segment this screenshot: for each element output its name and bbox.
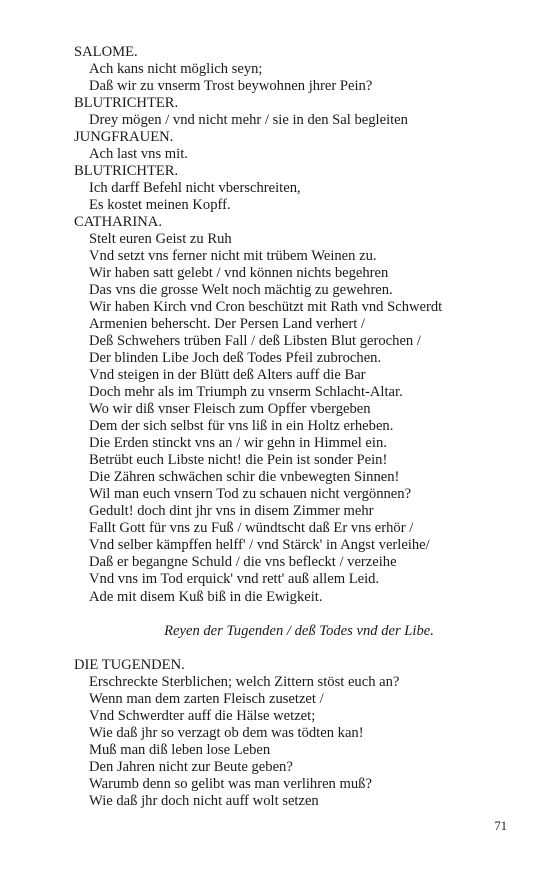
verse-line: Dem der sich selbst für vns liß in ein Holtz erheben. (89, 418, 394, 435)
verse-line: Daß wir zu vnserm Trost beywohnen jhrer Pein? (89, 78, 373, 95)
page-text (74, 44, 514, 810)
verse-line: Vnd steigen in der Blütt deß Alters auff die Bar (89, 367, 366, 384)
verse-line: Ich darff Befehl nicht vberschreiten, (89, 180, 301, 197)
verse-line: Fallt Gott für vns zu Fuß / wündtscht daß Er vns erhör / (89, 520, 414, 537)
section-heading: Reyen der Tugenden / deß Todes vnd der Libe. (164, 622, 434, 639)
verse-line: Vnd Schwerdter auff die Hälse wetzet; (89, 707, 316, 724)
verse-line: Betrübt euch Libste nicht! die Pein ist sonder Pein! (89, 452, 388, 469)
verse-line: Gedult! doch dint jhr vns in disem Zimmer mehr (89, 503, 374, 520)
blank-line (74, 606, 514, 623)
verse-line: Wo wir diß vnser Fleisch zum Opffer vbergeben (89, 401, 371, 418)
verse-line: Ach last vns mit. (89, 146, 188, 163)
verse-line: Ade mit disem Kuß biß in die Ewigkeit. (89, 588, 323, 605)
verse-line: Stelt euren Geist zu Ruh (89, 231, 232, 248)
verse-line: Drey mögen / vnd nicht mehr / sie in den Sal begleiten (89, 112, 408, 129)
verse-line: Warumb denn so gelibt was man verlihren muß? (89, 775, 372, 792)
verse-line: Die Zähren schwächen schir die vnbewegten Sinnen! (89, 469, 400, 486)
speaker-name: BLUTRICHTER. (74, 95, 179, 112)
verse-line: Wir haben satt gelebt / vnd können nichts begehren (89, 265, 389, 282)
verse-line: Ach kans nicht möglich seyn; (89, 61, 263, 78)
blank-line (74, 640, 514, 657)
verse-line: Es kostet meinen Kopff. (89, 197, 231, 214)
verse-line: Vnd vns im Tod erquick' vnd rett' auß allem Leid. (89, 571, 380, 588)
verse-line: Armenien beherscht. Der Persen Land verhert / (89, 316, 365, 333)
verse-line: Wie daß jhr so verzagt ob dem was tödten kan! (89, 724, 364, 741)
verse-line: Daß er begangne Schuld / die vns befleckt / verzeihe (89, 554, 397, 571)
verse-line: Wir haben Kirch vnd Cron beschützt mit Rath vnd Schwerdt (89, 299, 443, 316)
speaker-name: CATHARINA. (74, 214, 162, 231)
page-number: 71 (494, 819, 507, 833)
verse-line: Den Jahren nicht zur Beute geben? (89, 758, 293, 775)
verse-line: Muß man diß leben lose Leben (89, 741, 271, 758)
verse-line: Wie daß jhr doch nicht auff wolt setzen (89, 792, 319, 809)
speaker-name: BLUTRICHTER. (74, 163, 179, 180)
verse-line: Erschreckte Sterblichen; welch Zittern stöst euch an? (89, 673, 400, 690)
verse-line: Das vns die grosse Welt noch mächtig zu gewehren. (89, 282, 393, 299)
speaker-name: JUNGFRAUEN. (74, 129, 174, 146)
verse-line: Wenn man dem zarten Fleisch zusetzet / (89, 690, 324, 707)
speaker-name: SALOME. (74, 44, 138, 60)
verse-line: Vnd selber kämpffen helff' / vnd Stärck' in Angst verleihe/ (89, 537, 430, 554)
verse-line: Der blinden Libe Joch deß Todes Pfeil zubrochen. (89, 350, 382, 367)
verse-line: Doch mehr als im Triumph zu vnserm Schlacht-Altar. (89, 384, 403, 401)
verse-line: Vnd setzt vns ferner nicht mit trübem Weinen zu. (89, 248, 377, 265)
verse-line: Deß Schwehers trüben Fall / deß Libsten Blut gerochen / (89, 333, 421, 350)
verse-line: Wil man euch vnsern Tod zu schauen nicht vergönnen? (89, 486, 412, 503)
verse-line: Die Erden stinckt vns an / wir gehn in Himmel ein. (89, 435, 387, 452)
speaker-name: DIE TUGENDEN. (74, 656, 185, 673)
